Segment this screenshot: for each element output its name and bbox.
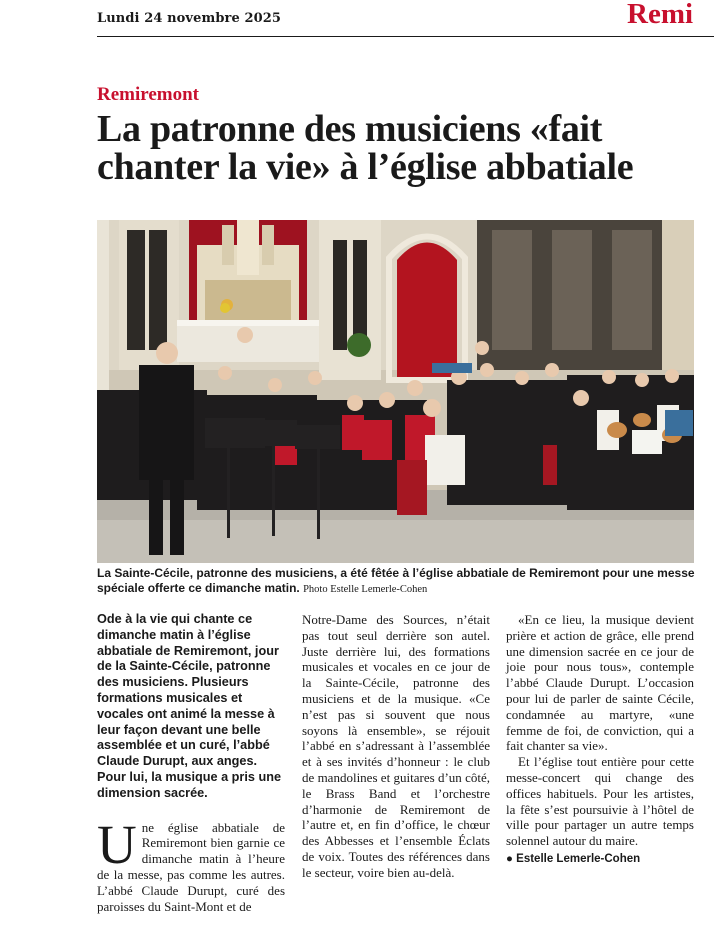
byline-author: Estelle Lemerle-Cohen bbox=[516, 852, 641, 865]
next-column-edge bbox=[708, 60, 714, 936]
masthead-logo: Remi bbox=[627, 0, 694, 30]
byline: ● Estelle Lemerle-Cohen bbox=[506, 852, 641, 865]
section-label: Remiremont bbox=[97, 84, 200, 105]
article-body-3b: Et l’église tout entière pour cette messe-concert qui change des offices habituels. Pour les artistes, la fête s’est poursuivie à l’hôtel de ville pour partager un autre temps solennel autour du maire. bbox=[506, 754, 694, 849]
date-line: Lundi 24 novembre 2025 bbox=[97, 11, 282, 26]
article-lead: Ode à la vie qui chante ce dimanche matin à l’église abbatiale de Remiremont, jour de la Sainte-Cécile, patronne des musiciens. Plusieurs formations musicales et vocales ont animé la messe à leur façon devant une belle assemblée et un curé, l’abbé Claude Durupt, aux anges. Pour lui, la musique a pris une dimension sacrée. bbox=[97, 612, 282, 800]
article-body-1 bbox=[97, 813, 285, 915]
article-photo bbox=[97, 220, 694, 563]
column-2 bbox=[302, 612, 490, 881]
photo-credit: Photo Estelle Lemerle-Cohen bbox=[303, 584, 428, 595]
column-3 bbox=[506, 612, 694, 868]
photo-caption bbox=[97, 566, 697, 597]
article-body-2: Notre-Dame des Sources, n’était pas tout seul derrière son autel. Juste derrière lui, des formations musicales et vocales en ce jour de la Sainte-Cécile, patronne des musiciens et de la musique. «Ce n’est pas si souvent que nous soyons là ensemble», se réjouit l’abbé en s’adressant à l’assemblée et à ses invités d’honneur : le club de mandolines et guitares d’un côté, le Brass Band et l’orchestre d’harmonie de Remiremont de l’autre et, en fin d’office, le chœur des Abbesses et l’ensemble Éclats de voix. Toutes des références dans le secteur, voire bien au-delà. bbox=[302, 612, 490, 880]
article-body-3a: «En ce lieu, la musique devient prière et action de grâce, elle prend une dimension sacrée en ce jour de joie pour nous tous», contemple l’abbé Claude Durupt. L’occasion pour lui de parler de sainte Cécile, condamnée au martyre, «une femme de foi, de conviction, qui a fait chanter sa vie». bbox=[506, 612, 694, 754]
column-1 bbox=[97, 612, 285, 914]
headline: La patronne des musiciens «fait chanter la vie» à l’église abbatiale bbox=[97, 108, 634, 188]
body-1-text: ne église abbatiale de Remiremont bien garnie ce dimanche matin à l’heure de la messe, pas comme les autres. L’abbé Claude Durupt, curé des paroisses du Saint-Mont et de bbox=[97, 819, 285, 914]
header-rule bbox=[97, 36, 714, 37]
drop-cap: U bbox=[97, 813, 137, 875]
caption-text: La Sainte-Cécile, patronne des musiciens, a été fêtée à l’église abbatiale de Remiremont pour une messe spéciale offerte ce dimanche matin. bbox=[97, 566, 695, 595]
